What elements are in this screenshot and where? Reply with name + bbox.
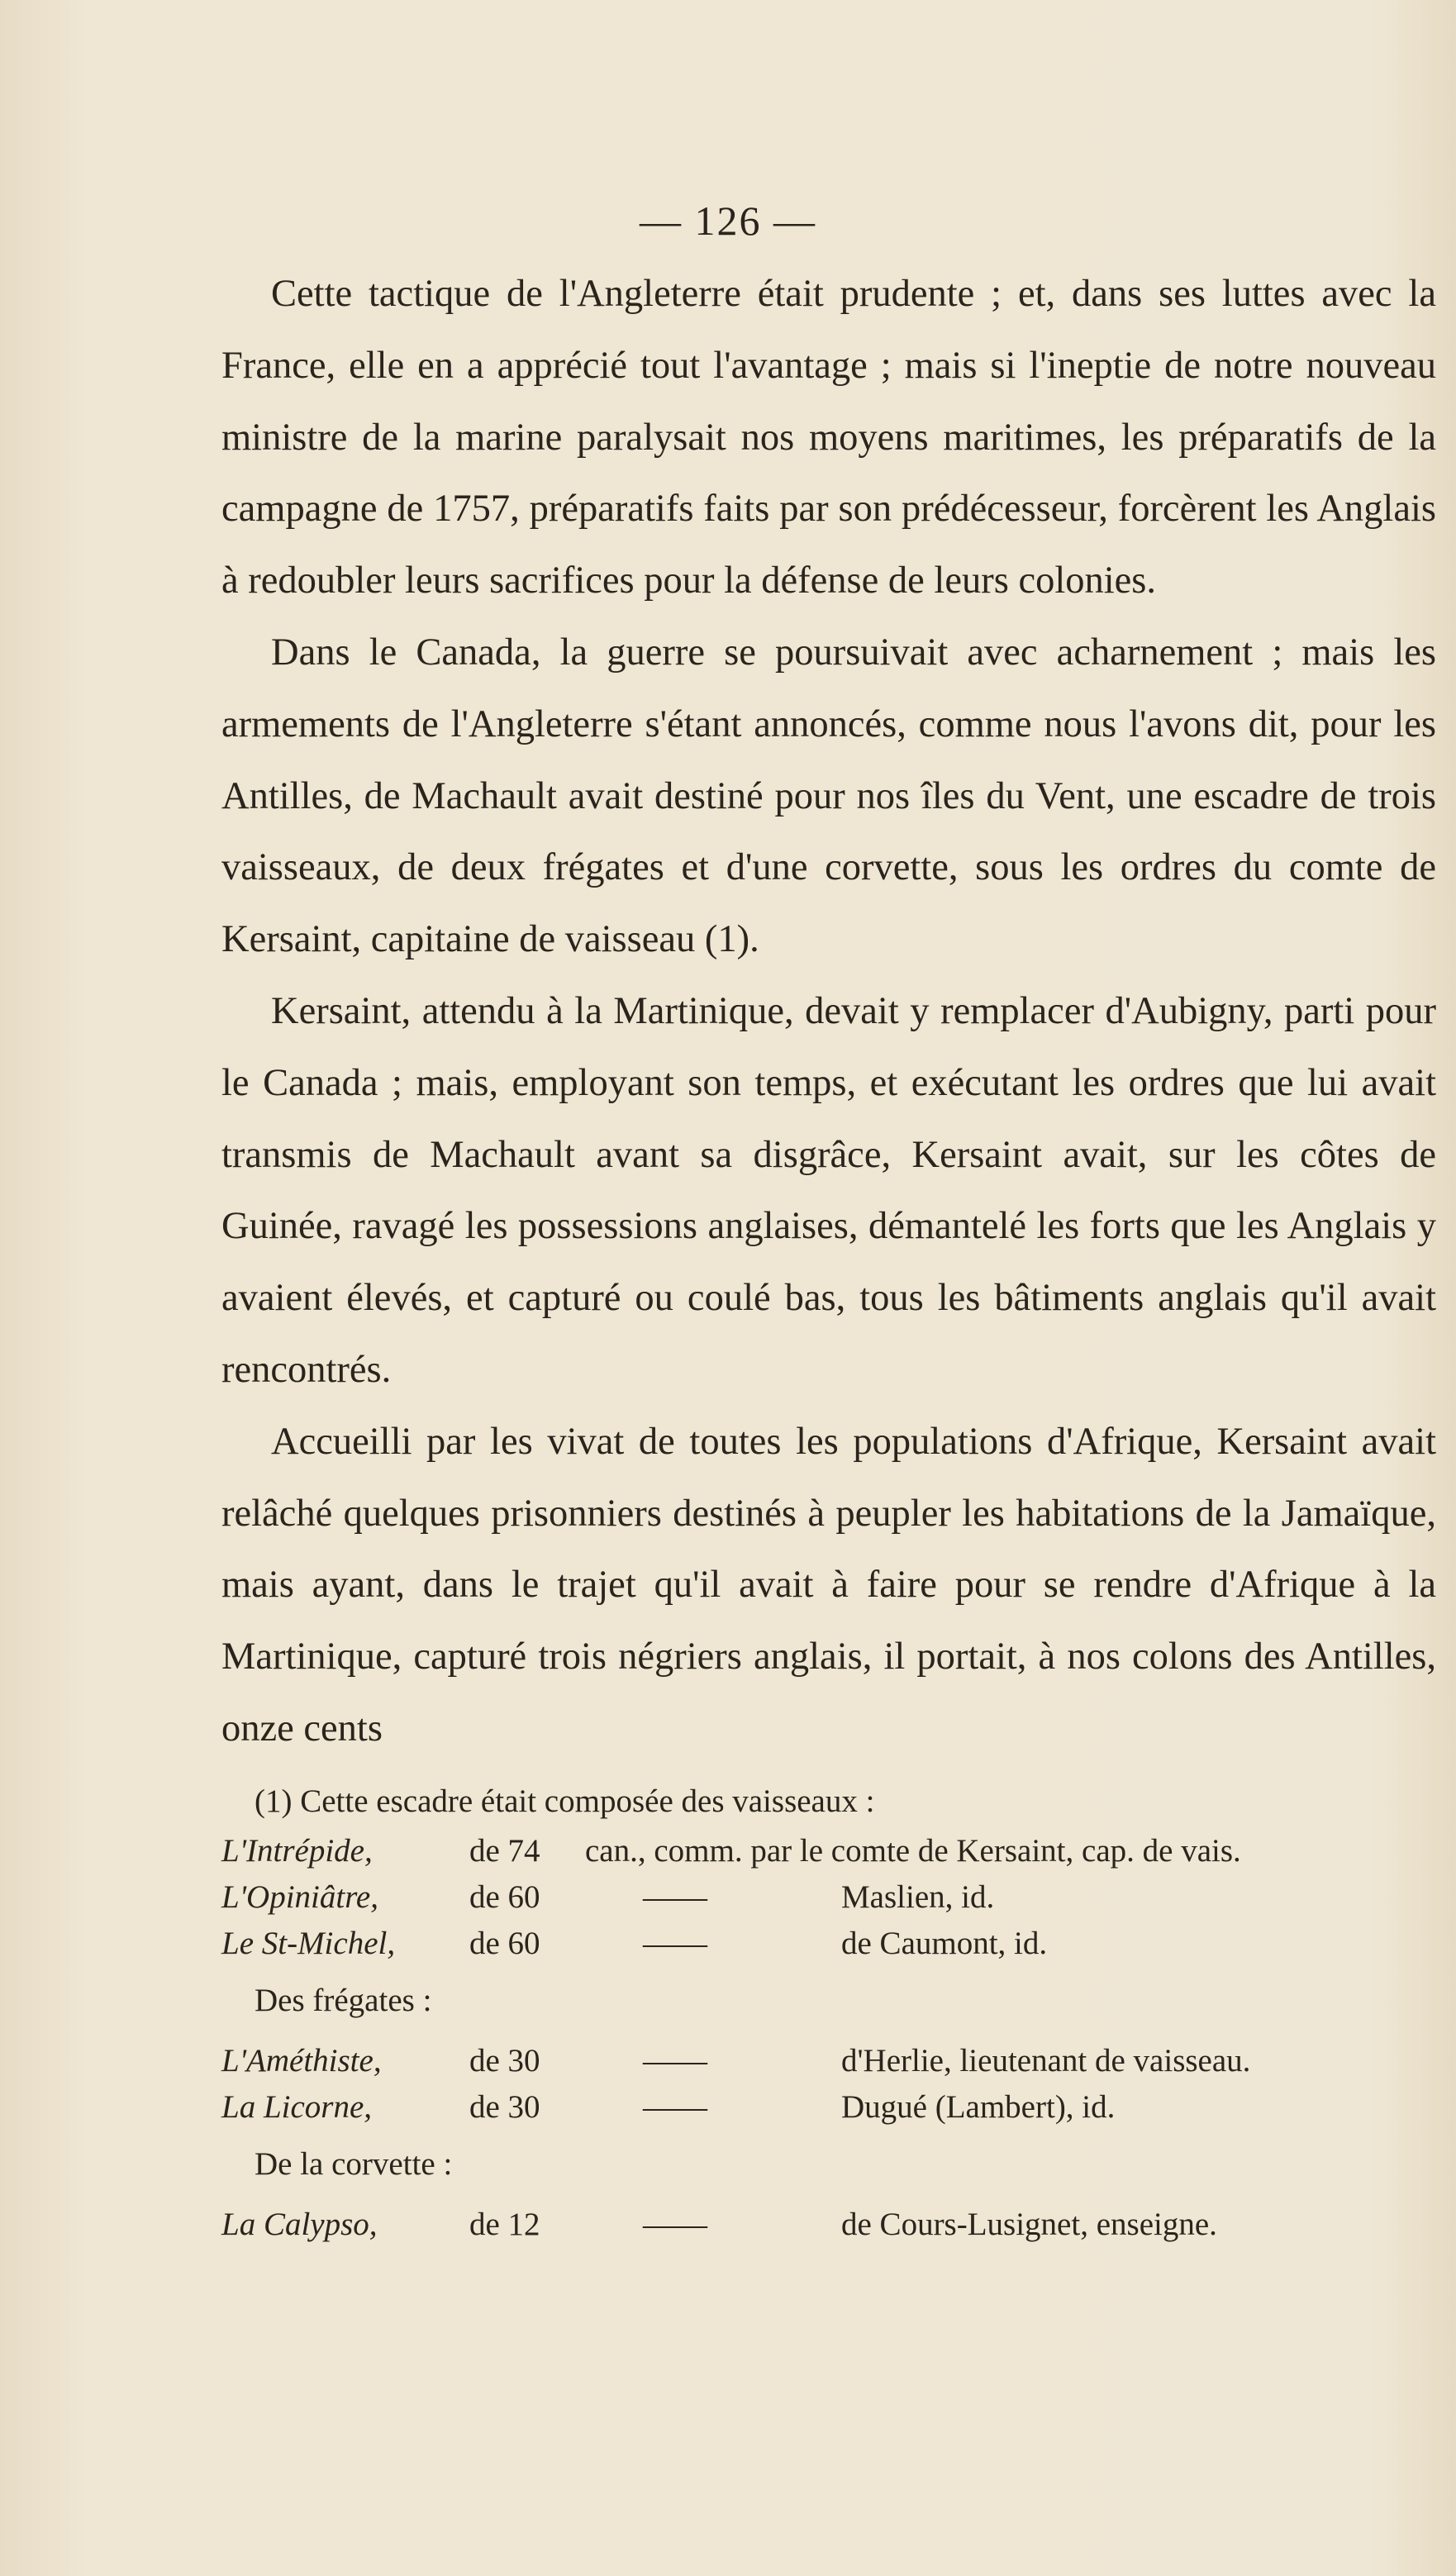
ship-commander: d'Herlie, lieutenant de vaisseau.	[841, 2043, 1251, 2078]
ship-commander: can., comm. par le comte de Kersaint, cap. de vais.	[585, 1833, 1241, 1869]
ship-guns: de 12	[469, 2207, 540, 2242]
ship-guns: de 74	[469, 1833, 540, 1869]
ship-commander: de Caumont, id.	[841, 1926, 1048, 1961]
corvette-label: De la corvette :	[255, 2146, 453, 2182]
ship-name: La Licorne,	[221, 2089, 373, 2125]
ship-guns: de 30	[469, 2089, 540, 2125]
ship-row	[221, 1919, 1436, 1965]
ship-commander: de Cours-Lusignet, enseigne.	[841, 2207, 1217, 2242]
footnote	[221, 1777, 1436, 2246]
paragraph: Accueilli par les vivat de toutes les populations d'Afrique, Kersaint avait relâché quelques prisonniers destinés à peupler les habitations de la Jamaïque, mais ayant, dans le trajet qu'il avait à faire pour se rendre d'Afrique à la Martinique, capturé trois négriers anglais, il portait, à nos colons des Antilles, onze cents	[221, 1420, 1436, 1750]
ship-name: L'Opiniâtre,	[221, 1879, 378, 1915]
ditto-dash: ——	[643, 1879, 707, 1915]
ship-name: Le St-Michel,	[221, 1926, 396, 1961]
main-text	[221, 259, 1436, 1765]
ship-name: L'Améthiste,	[221, 2043, 382, 2078]
ship-row	[221, 1826, 1436, 1873]
footnote-intro: (1) Cette escadre était composée des vaisseaux :	[255, 1783, 875, 1819]
ditto-dash: ——	[643, 2089, 707, 2125]
ship-name: La Calypso,	[221, 2207, 378, 2242]
page-number: — 126 —	[640, 198, 816, 244]
paragraph: Dans le Canada, la guerre se poursuivait avec acharnement ; mais les armements de l'Angleterre s'étant annoncés, comme nous l'avons dit, pour les Antilles, de Machault avait destiné pour nos îles du Vent, une escadre de trois vaisseaux, de deux frégates et d'une corvette, sous les ordres du comte de Kersaint, capitaine de vaisseau (1).	[221, 631, 1436, 961]
paragraph: Cette tactique de l'Angleterre était prudente ; et, dans ses luttes avec la France, elle en a apprécié tout l'avantage ; mais si l'ineptie de notre nouveau ministre de la marine paralysait nos moyens maritimes, les préparatifs de la campagne de 1757, préparatifs faits par son prédécesseur, forcèrent les Anglais à redoubler leurs sacrifices pour la défense de leurs colonies.	[221, 273, 1436, 602]
ship-row	[221, 2200, 1436, 2246]
ship-row	[221, 1873, 1436, 1919]
ship-row	[221, 2083, 1436, 2129]
ship-commander: Dugué (Lambert), id.	[841, 2089, 1116, 2125]
ditto-dash: ——	[643, 2043, 707, 2078]
paragraph: Kersaint, attendu à la Martinique, devait y remplacer d'Aubigny, parti pour le Canada ; mais, employant son temps, et exécutant les ordres que lui avait transmis de Machault avant sa disgrâce, Kersaint avait, sur les côtes de Guinée, ravagé les possessions anglaises, démantelé les forts que les Anglais y avaient élevés, et capturé ou coulé bas, tous les bâtiments anglais qu'il avait rencontrés.	[221, 989, 1436, 1391]
ship-row	[221, 2036, 1436, 2083]
fregates-label: Des frégates :	[255, 1983, 432, 2018]
ship-commander: Maslien, id.	[841, 1879, 995, 1915]
ship-guns: de 60	[469, 1926, 540, 1961]
ship-guns: de 30	[469, 2043, 540, 2078]
ship-name: L'Intrépide,	[221, 1833, 373, 1869]
ditto-dash: ——	[643, 2207, 707, 2242]
ditto-dash: ——	[643, 1926, 707, 1961]
ship-guns: de 60	[469, 1879, 540, 1915]
